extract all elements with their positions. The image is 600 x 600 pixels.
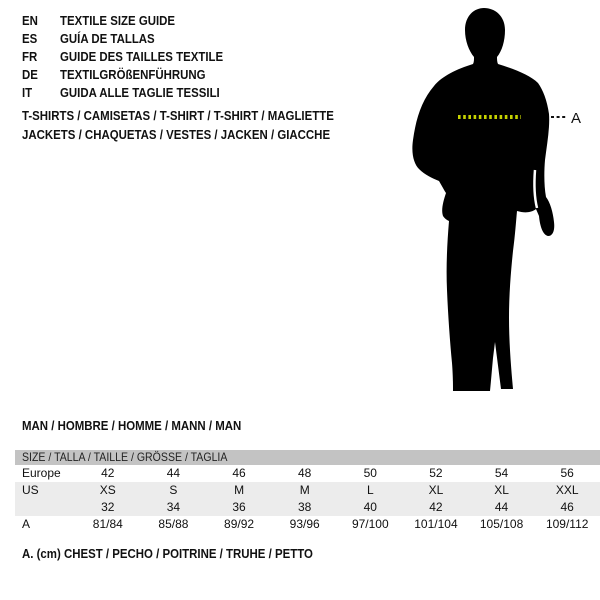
size-cell: 46 bbox=[232, 466, 246, 480]
size-cell: 46 bbox=[560, 500, 574, 514]
language-row bbox=[22, 66, 245, 84]
table-row-us bbox=[15, 482, 600, 499]
language-label: GUIDE DES TAILLES TEXTILE bbox=[60, 49, 224, 64]
size-cell: 42 bbox=[101, 466, 115, 480]
category-jackets: JACKETS / CHAQUETAS / VESTES / JACKEN / GIACCHE bbox=[22, 127, 331, 142]
language-code: FR bbox=[22, 49, 38, 64]
language-list bbox=[22, 12, 245, 102]
table-row-chest bbox=[15, 516, 600, 533]
size-table-header: SIZE / TALLA / TAILLE / GRÖSSE / TAGLIA bbox=[15, 450, 600, 465]
size-cell: XL bbox=[494, 483, 509, 497]
language-row bbox=[22, 30, 245, 48]
size-cell: 36 bbox=[232, 500, 246, 514]
language-label: TEXTILE SIZE GUIDE bbox=[60, 13, 176, 28]
language-code: DE bbox=[22, 67, 38, 82]
language-row bbox=[22, 84, 245, 102]
size-cell: S bbox=[169, 483, 178, 497]
size-cell: 56 bbox=[560, 466, 574, 480]
size-cell: 38 bbox=[298, 500, 312, 514]
language-row bbox=[22, 12, 245, 30]
measurement-footnote: A. (cm) CHEST / PECHO / POITRINE / TRUHE / PETTO bbox=[22, 546, 313, 561]
size-cell: 105/108 bbox=[479, 517, 524, 531]
size-cell: 34 bbox=[166, 500, 181, 514]
man-silhouette-figure bbox=[400, 0, 600, 412]
size-cell: 40 bbox=[363, 500, 377, 514]
row-label: Europe bbox=[22, 466, 61, 480]
table-row-numeric bbox=[15, 499, 600, 516]
size-cell: 93/96 bbox=[289, 517, 320, 531]
language-label: TEXTILGRÖßENFÜHRUNG bbox=[60, 67, 206, 82]
size-cell: 44 bbox=[166, 466, 181, 480]
size-cell: 81/84 bbox=[92, 517, 123, 531]
size-cell: L bbox=[366, 483, 374, 497]
size-cell: 89/92 bbox=[224, 517, 255, 531]
language-row bbox=[22, 48, 245, 66]
size-cell: 50 bbox=[363, 466, 377, 480]
garment-categories bbox=[22, 106, 376, 144]
row-label bbox=[15, 499, 75, 516]
size-cell: 54 bbox=[494, 466, 509, 480]
size-cell: 48 bbox=[298, 466, 312, 480]
size-cell: 52 bbox=[429, 466, 443, 480]
table-row-europe bbox=[15, 465, 600, 482]
language-code: ES bbox=[22, 31, 38, 46]
size-cell: XL bbox=[428, 483, 444, 497]
size-cell: 44 bbox=[494, 500, 509, 514]
size-cell: 42 bbox=[429, 500, 443, 514]
size-cell: XXL bbox=[555, 483, 579, 497]
size-cell: M bbox=[234, 483, 245, 497]
size-cell: 101/104 bbox=[414, 517, 458, 531]
measure-label-A: A bbox=[571, 110, 582, 127]
size-cell: XS bbox=[99, 483, 116, 497]
language-code: IT bbox=[22, 85, 33, 100]
man-silhouette-icon bbox=[400, 0, 600, 412]
row-label: US bbox=[22, 483, 39, 497]
size-table bbox=[15, 450, 600, 533]
size-cell: 32 bbox=[101, 500, 115, 514]
section-title-man: MAN / HOMBRE / HOMME / MANN / MAN bbox=[22, 418, 242, 433]
row-label: A bbox=[22, 517, 31, 531]
size-cell: 97/100 bbox=[351, 517, 389, 531]
language-label: GUÍA DE TALLAS bbox=[60, 31, 155, 46]
language-label: GUIDA ALLE TAGLIE TESSILI bbox=[60, 85, 220, 100]
category-tshirts: T-SHIRTS / CAMISETAS / T-SHIRT / T-SHIRT / MAGLIETTE bbox=[22, 108, 334, 123]
size-cell: 85/88 bbox=[158, 517, 189, 531]
size-cell: 109/112 bbox=[545, 517, 589, 531]
language-code: EN bbox=[22, 13, 38, 28]
size-cell: M bbox=[299, 483, 310, 497]
